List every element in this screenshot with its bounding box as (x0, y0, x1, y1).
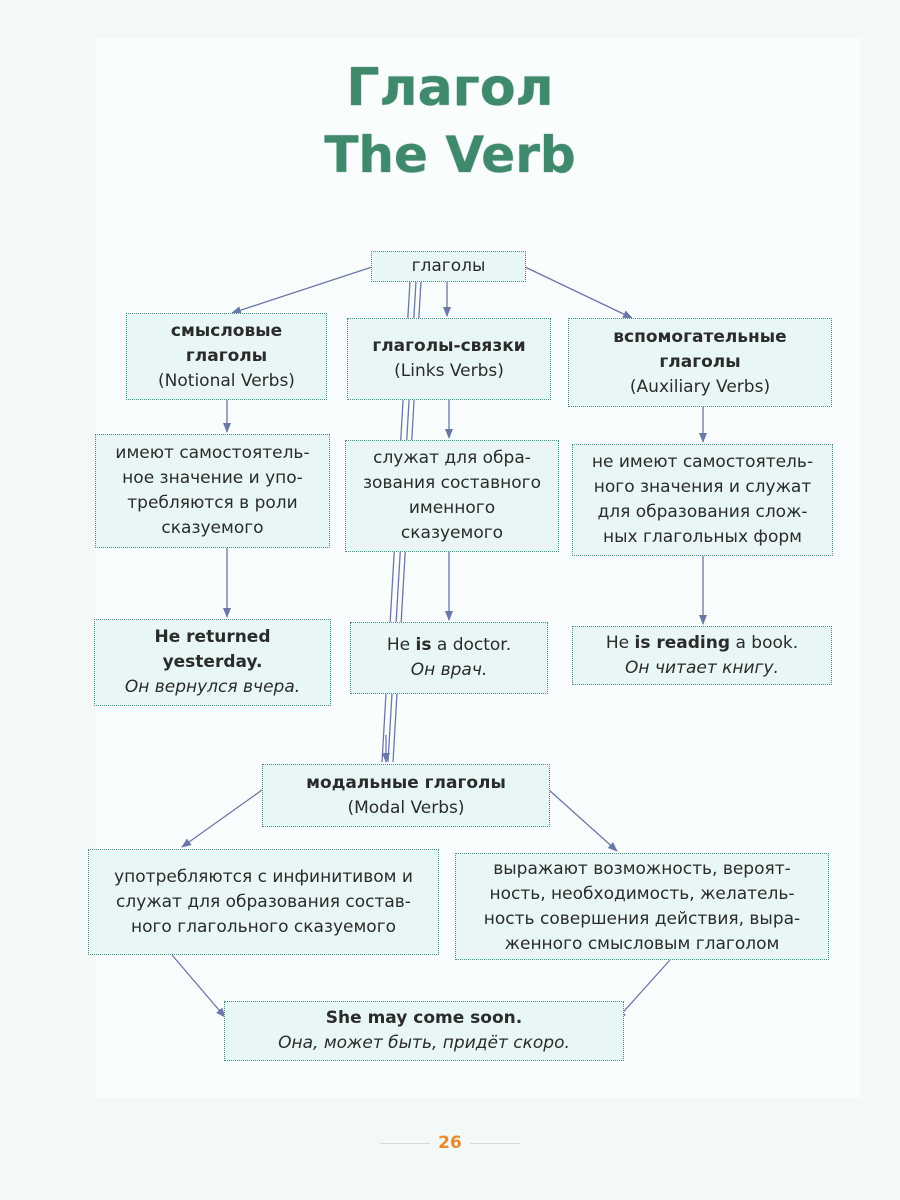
notional-desc-2: ное значение и упо- (122, 468, 303, 488)
link-verbs-box (347, 318, 551, 400)
notional-desc-3: требляются в роли (127, 493, 298, 513)
notional-example-line-2: yesterday. (162, 652, 263, 672)
modal-verbs-box (262, 764, 550, 827)
links-example-box (350, 622, 548, 694)
title-ru: Глагол (346, 58, 554, 118)
modal-meaning-box (455, 853, 829, 960)
modal-left-desc-3: ного глагольного сказуемого (130, 916, 397, 937)
links-english: (Links Verbs) (394, 361, 504, 381)
auxiliary-verbs-box (568, 318, 832, 407)
modal-right-desc-4: женного смысловым глаголом (504, 933, 780, 954)
links-desc-1: служат для обра- (373, 448, 531, 468)
links-example-pre: He (386, 635, 416, 655)
auxiliary-english: (Auxiliary Verbs) (629, 377, 771, 397)
auxiliary-desc-3: для образования слож- (597, 502, 808, 522)
modal-example-bold: may come (367, 1008, 465, 1028)
modal-example-pre: She (325, 1008, 368, 1028)
modal-right-desc-1: выражают возможность, вероят- (493, 858, 791, 879)
root-verbs-label: глаголы (411, 256, 486, 276)
notional-example-translation: Он вернулся вчера. (124, 677, 301, 697)
auxiliary-description-box (572, 444, 833, 556)
auxiliary-title-2: глаголы (659, 352, 741, 372)
root-verbs-box (371, 251, 526, 282)
links-desc-3: именного (408, 498, 496, 518)
modal-example-line (326, 1006, 522, 1031)
notional-example-pre: He (154, 627, 187, 647)
notional-example-bold: returned (186, 627, 271, 647)
notional-title-1: смысловые (170, 321, 283, 341)
notional-title-2: глаголы (185, 346, 268, 366)
modal-title: модальные глаголы (306, 772, 506, 793)
notional-example-line-1 (154, 625, 270, 650)
links-title: глаголы-связки (372, 336, 526, 356)
title-en: The Verb (324, 126, 576, 184)
links-example-bold: is (415, 635, 432, 655)
auxiliary-example-post: a book. (730, 632, 799, 653)
modal-left-desc-1: употребляются с инфинитивом и (114, 866, 413, 887)
auxiliary-example-bold: is reading (634, 632, 731, 653)
auxiliary-example-pre: He (605, 632, 635, 653)
notional-desc-4: сказуемого (161, 518, 264, 538)
notional-example-box (94, 619, 331, 706)
modal-usage-box (88, 849, 439, 955)
auxiliary-example-translation: Он читает книгу. (625, 657, 779, 678)
notional-desc-1: имеют самостоятель- (115, 443, 310, 463)
modal-right-desc-2: ность, необходимость, желатель- (489, 883, 795, 904)
page-number: 26 (438, 1133, 462, 1153)
modal-right-desc-3: ность совершения действия, выра- (483, 908, 801, 929)
auxiliary-desc-4: ных глагольных форм (603, 527, 802, 547)
modal-example-box (224, 1001, 624, 1061)
auxiliary-desc-2: ного значения и служат (593, 477, 812, 497)
links-desc-2: зования составного (363, 473, 541, 493)
links-desc-4: сказуемого (400, 523, 504, 543)
notional-verbs-box (126, 313, 327, 400)
auxiliary-title-1: вспомогательные (613, 327, 787, 347)
links-description-box (345, 440, 559, 552)
auxiliary-desc-1: не имеют самостоятель- (591, 452, 814, 472)
links-example-line (387, 633, 511, 658)
links-example-translation: Он врач. (410, 660, 488, 680)
modal-example-translation: Она, может быть, придёт скоро. (278, 1033, 570, 1053)
links-example-post: a doctor. (431, 635, 512, 655)
notional-english: (Notional Verbs) (158, 371, 295, 391)
modal-english: (Modal Verbs) (347, 797, 465, 818)
modal-example-post: soon. (464, 1008, 523, 1028)
auxiliary-example-box (572, 626, 832, 685)
auxiliary-example-line (606, 631, 798, 656)
notional-description-box (95, 434, 330, 548)
modal-left-desc-2: служат для образования состав- (116, 891, 411, 912)
